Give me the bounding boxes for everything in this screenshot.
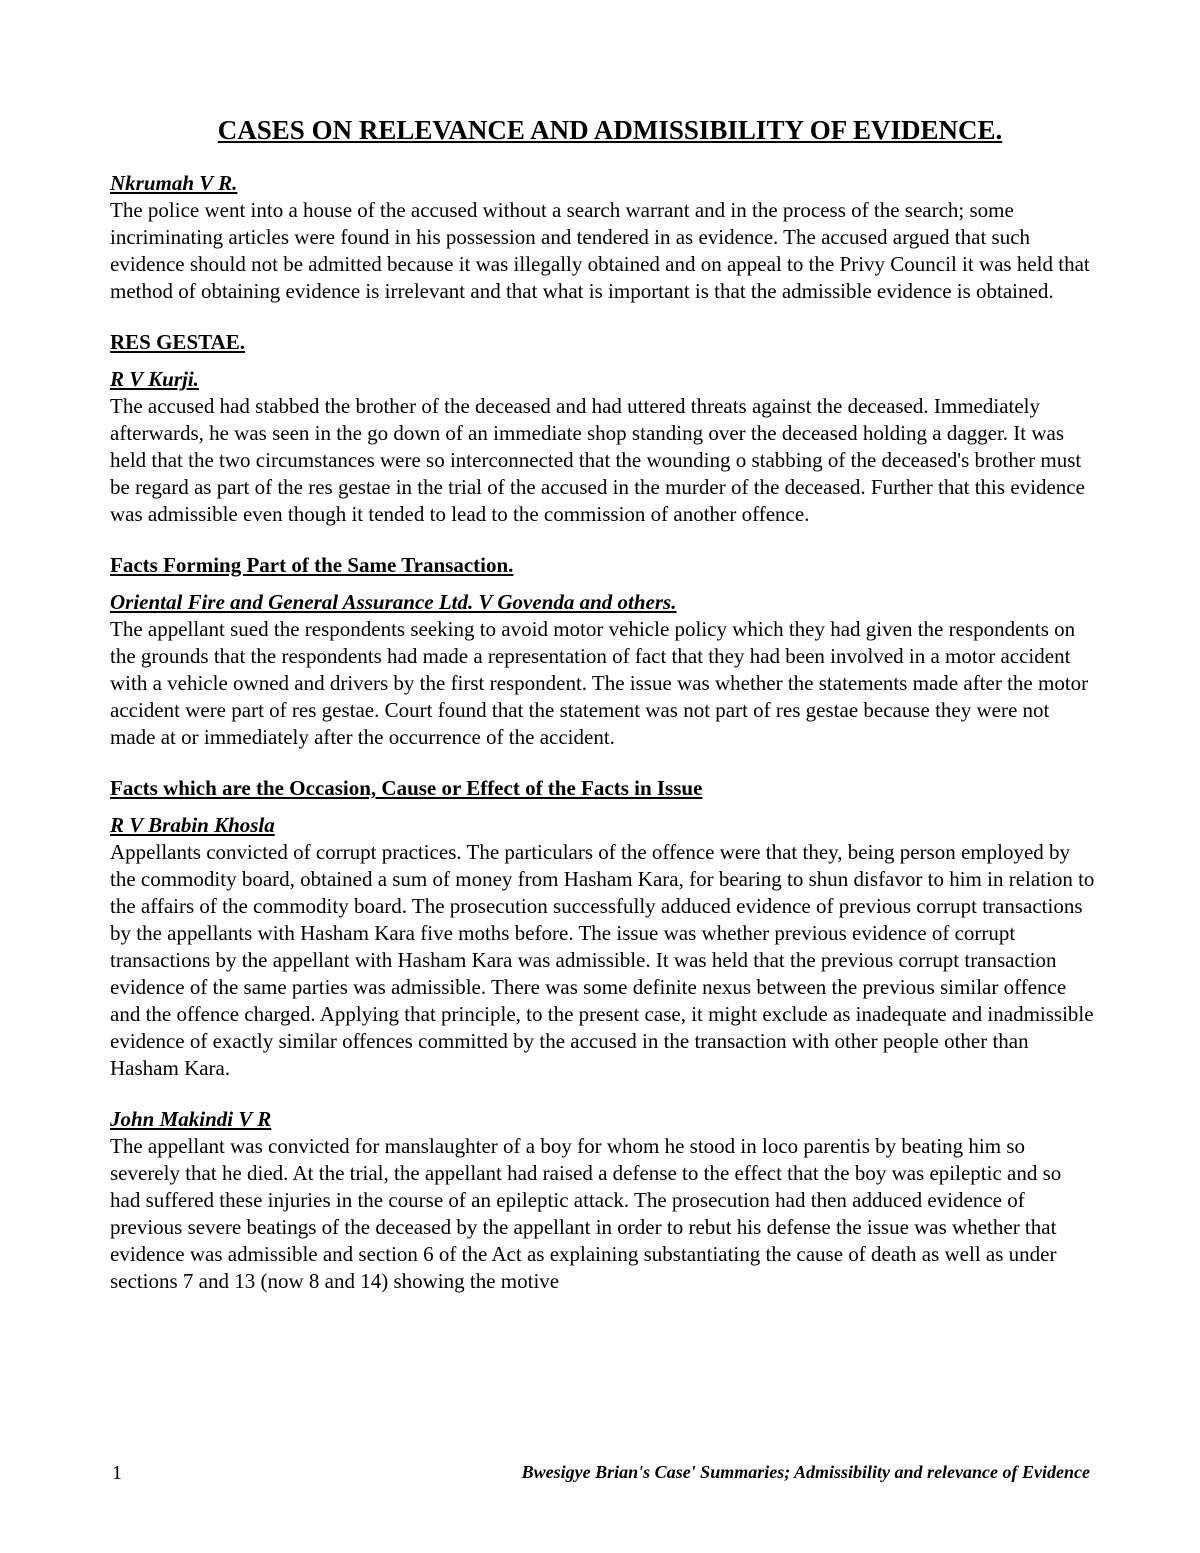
section-heading: Facts which are the Occasion, Cause or Effect of the Facts in Issue: [110, 776, 703, 800]
section-same-transaction: [110, 552, 1095, 751]
case-summary: The appellant was convicted for manslaughter of a boy for whom he stood in loco parentis by beating him so severely that he died. At the trial, the appellant had raised a defense to the effect that the boy was epileptic and so had suffered these injuries in the course of an epileptic attack. The prosecution had then adduced evidence of previous severe beatings of the deceased by the appellant in order to rebut his defense the issue was whether that evidence was admissible and section 6 of the Act as explaining substantiating the cause of death as well as under sections 7 and 13 (now 8 and 14) showing the motive: [110, 1134, 1062, 1293]
section-heading: Facts Forming Part of the Same Transaction.: [110, 553, 514, 577]
case-title: R V Kurji.: [110, 367, 199, 391]
case-summary: The accused had stabbed the brother of the deceased and had uttered threats against the deceased. Immediately afterwards, he was seen in the go down of an immediate shop standing over the deceased holding a dagger. It was held that the two circumstances were so interconnected that the wounding o stabbing of the deceased's brother must be regard as part of the res gestae in the trial of the accused in the murder of the deceased. Further that this evidence was admissible even though it tended to lead to the commission of another offence.: [110, 394, 1085, 526]
case-summary: Appellants convicted of corrupt practices. The particulars of the offence were that they, being person employed by the commodity board, obtained a sum of money from Hasham Kara, for bearing to shun disfavor to him in relation to the affairs of the commodity board. The prosecution successfully adduced evidence of previous corrupt transactions by the appellants with Hasham Kara five moths before. The issue was whether previous evidence of corrupt transactions by the appellant with Hasham Kara was admissible. It was held that the previous corrupt transaction evidence of the same parties was admissible. There was some definite nexus between the previous similar offence and the offence charged. Applying that principle, to the present case, it might exclude as inadequate and inadmissible evidence of exactly similar offences committed by the accused in the transaction with other people other than Hasham Kara.: [110, 840, 1095, 1080]
case-summary: The police went into a house of the accused without a search warrant and in the process of the search; some incriminating articles were found in his possession and tendered in as evidence. The accused argued that such evidence should not be admitted because it was illegally obtained and on appeal to the Privy Council it was held that method of obtaining evidence is irrelevant and that what is important is that the admissible evidence is obtained.: [110, 198, 1090, 303]
case-summary: The appellant sued the respondents seeking to avoid motor vehicle policy which they had given the respondents on the grounds that the respondents had made a representation of fact that they had been involved in a motor accident with a vehicle owned and drivers by the first respondent. The issue was whether the statements made after the motor accident were part of res gestae. Court found that the statement was not part of res gestae because they were not made at or immediately after the occurrence of the accident.: [110, 617, 1089, 749]
case-title: Nkrumah V R.: [110, 171, 238, 195]
section-intro: [110, 170, 1095, 305]
section-occasion-cause-effect: [110, 775, 1095, 1295]
section-res-gestae: [110, 329, 1095, 528]
document-title: CASES ON RELEVANCE AND ADMISSIBILITY OF EVIDENCE.: [217, 115, 1003, 145]
page-footer: [110, 1462, 1090, 1488]
footer-note: Bwesigye Brian's Case' Summaries; Admissibility and relevance of Evidence: [521, 1462, 1090, 1482]
page-number: 1: [112, 1462, 122, 1484]
case-title: Oriental Fire and General Assurance Ltd. V Govenda and others.: [110, 590, 677, 614]
case-title: John Makindi V R: [110, 1107, 272, 1131]
case-title: R V Brabin Khosla: [110, 813, 275, 837]
section-heading: RES GESTAE.: [110, 330, 245, 354]
document-body: [110, 112, 1095, 1319]
